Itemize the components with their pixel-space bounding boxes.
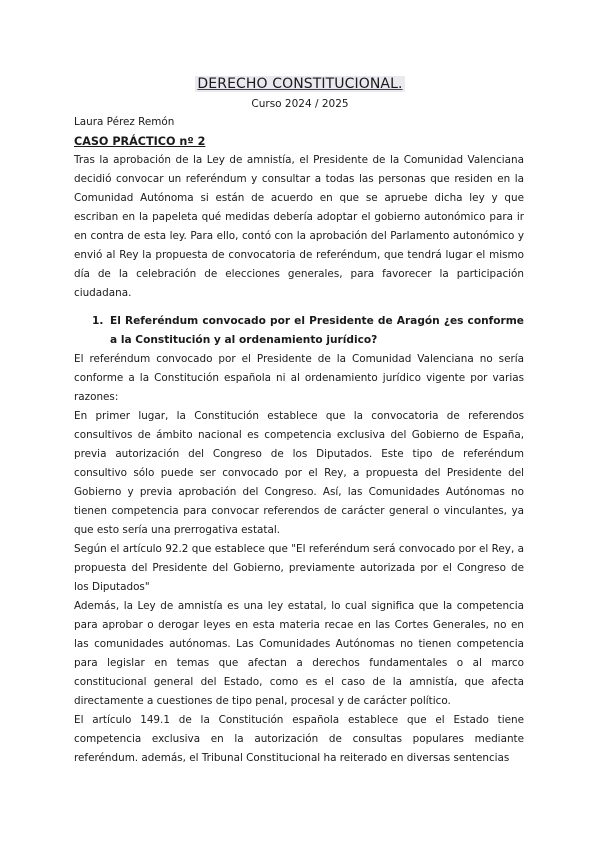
- intro-paragraph: Tras la aprobación de la Ley de amnistía, el Presidente de la Comunidad Valenciana decidió convocar un referéndum y consultar a todas las personas que residen en la Comunidad Autónoma si están de acuerdo en que se apruebe dicha ley y que escriban en la papeleta qué medidas debería adoptar el gobierno autonómico para ir en contra de esta ley. Para ello, contó con la aprobación del Parlamento autonómico y envió al Rey la propuesta de convocatoria de referéndum, que tendrá lugar el mismo día de la celebración de elecciones generales, para favorecer la participación ciudadana.: [74, 154, 524, 299]
- question-text: El Referéndum convocado por el Presidente de Aragón ¿es conforme a la Constitución y al ordenamiento jurídico?: [110, 315, 524, 346]
- answer-paragraph: En primer lugar, la Constitución establece que la convocatoria de referendos consultivos de ámbito nacional es competencia exclusiva del Gobierno de España, previa autorización del Congreso de los Diputados. Este tipo de referéndum consultivo sólo puede ser convocado por el Rey, a propuesta del Presidente del Gobierno y previa aprobación del Congreso. Así, las Comunidades Autónomas no tienen competencia para convocar referendos de carácter general o vinculantes, ya que esto sería una prerrogativa estatal.: [74, 410, 524, 536]
- document-subtitle: Curso 2024 / 2025: [251, 98, 349, 110]
- answer-paragraph: El artículo 149.1 de la Constitución española establece que el Estado tiene competencia exclusiva en la autorización de consultas populares mediante referéndum. además, el Tribunal Constitucional ha reiterado en diversas sentencias: [74, 714, 524, 764]
- answer-paragraph: Además, la Ley de amnistía es una ley estatal, lo cual significa que la competencia para aprobar o derogar leyes en esta materia recae en las Cortes Generales, no en las comunidades autónomas. Las Comunidades Autónomas no tienen competencia para legislar en temas que afectan a derechos fundamentales o al marco constitucional general del Estado, como es el caso de la amnistía, que afecta directamente a cuestiones de tipo penal, procesal y de carácter político.: [74, 600, 524, 707]
- author-name: Laura Pérez Remón: [74, 116, 175, 128]
- answer-paragraph: Según el artículo 92.2 que establece que "El referéndum será convocado por el Rey, a propuesta del Presidente del Gobierno, previamente autorizada por el Congreso de los Diputados": [74, 543, 524, 593]
- question-number: 1.: [92, 315, 104, 327]
- case-heading: CASO PRÁCTICO nº 2: [74, 135, 206, 148]
- document-body: [74, 113, 524, 768]
- document-title-text: DERECHO CONSTITUCIONAL.: [197, 76, 403, 92]
- document-title: [0, 76, 600, 92]
- answer-paragraph: El referéndum convocado por el Presidente de la Comunidad Valenciana no sería conforme a la Constitución española ni al ordenamiento jurídico vigente por varias razones:: [74, 353, 524, 403]
- section-spacer: [74, 303, 524, 312]
- question-heading: [74, 312, 524, 350]
